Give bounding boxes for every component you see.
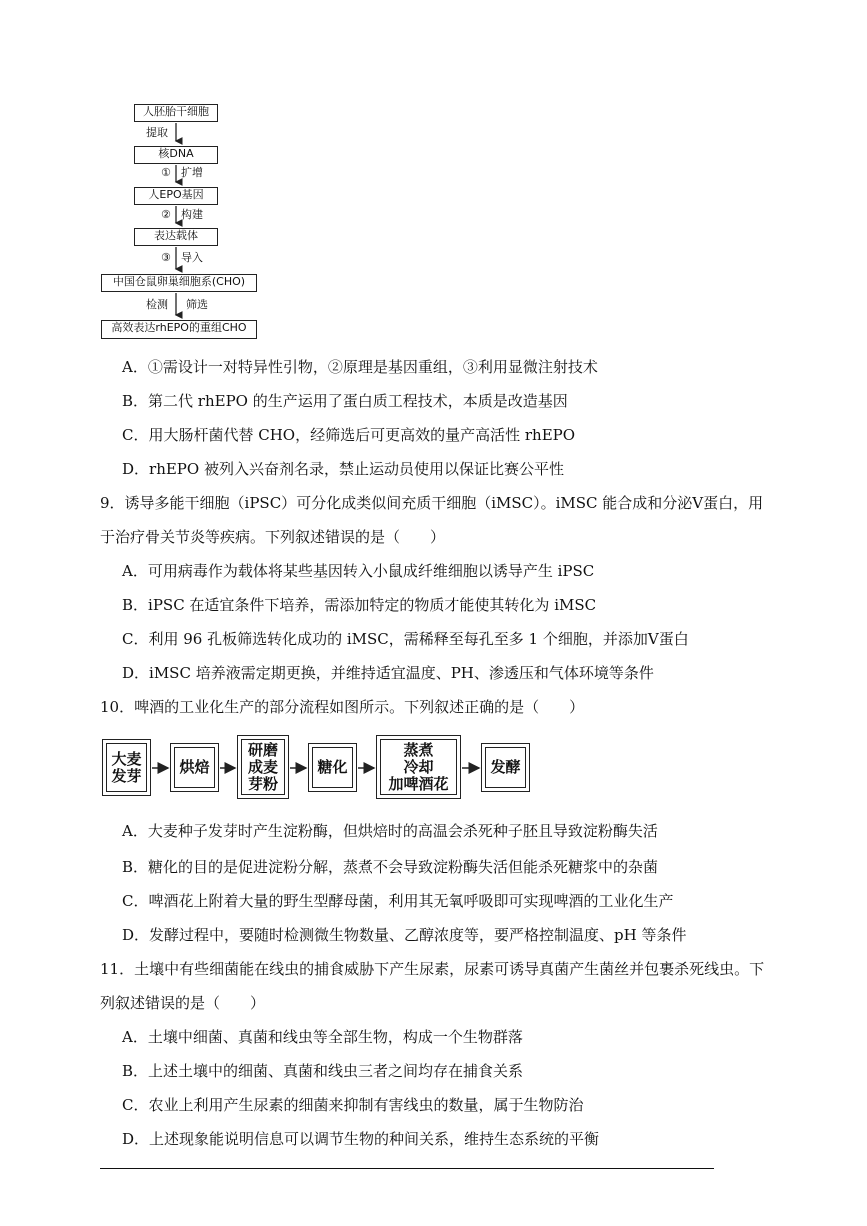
flow-label-step3: ③ <box>161 251 171 264</box>
q8-option-a: A．①需设计一对特异性引物，②原理是基因重组，③利用显微注射技术 <box>122 358 598 376</box>
q9-option-d: D．iMSC 培养液需定期更换，并维持适宜温度、PH、渗透压和气体环境等条件 <box>122 664 654 682</box>
flow-label-construct: 构建 <box>181 208 203 221</box>
flow-label-detect: 检测 <box>146 298 168 311</box>
flow-box-nuclear-dna: 核DNA <box>134 146 218 164</box>
q11-option-c: C．农业上利用产生尿素的细菌来抑制有害线虫的数量，属于生物防治 <box>122 1096 584 1114</box>
process-step-fermentation: 发酵 <box>481 743 530 792</box>
q8-option-d: D．rhEPO 被列入兴奋剂名录，禁止运动员使用以保证比赛公平性 <box>122 460 564 478</box>
q9-stem: 9．诱导多能干细胞（iPSC）可分化成类似间充质干细胞（iMSC）。iMSC 能合成和分泌Ⅴ蛋白，用 <box>100 494 764 512</box>
q11-option-d: D．上述现象能说明信息可以调节生物的种间关系，维持生态系统的平衡 <box>122 1130 600 1148</box>
q9-stem-cont: 于治疗骨关节炎等疾病。下列叙述错误的是（ ） <box>100 528 446 546</box>
process-step-milling: 研磨 成麦 芽粉 <box>237 735 289 799</box>
q9-option-c: C．利用 96 孔板筛选转化成功的 iMSC，需稀释至每孔至多 1 个细胞，并添加Ⅴ蛋白 <box>122 630 689 648</box>
flow-label-step1: ① <box>161 166 171 179</box>
flow-label-screen: 筛选 <box>186 298 208 311</box>
q8-option-b: B．第二代 rhEPO 的生产运用了蛋白质工程技术，本质是改造基因 <box>122 392 568 410</box>
flow-label-step2: ② <box>161 208 171 221</box>
q9-option-b: B．iPSC 在适宜条件下培养，需添加特定的物质才能使其转化为 iMSC <box>122 596 597 614</box>
flow-box-recombinant-cho: 高效表达rhEPO的重组CHO <box>101 320 257 339</box>
process-step-saccharification: 糖化 <box>308 743 357 792</box>
flow-box-expression-vector: 表达载体 <box>134 228 218 246</box>
process-step-roasting: 烘焙 <box>170 743 219 792</box>
q11-stem-cont: 列叙述错误的是（ ） <box>100 994 266 1012</box>
q10-option-b: B．糖化的目的是促进淀粉分解，蒸煮不会导致淀粉酶失活但能杀死糖浆中的杂菌 <box>122 858 659 876</box>
process-arrows <box>0 0 560 800</box>
flow-box-cho: 中国仓鼠卵巢细胞系(CHO) <box>101 274 257 292</box>
q8-option-c: C．用大肠杆菌代替 CHO，经筛选后可更高效的量产高活性 rhEPO <box>122 426 576 444</box>
process-step-boiling: 蒸煮 冷却 加啤酒花 <box>376 735 461 799</box>
q11-stem: 11．土壤中有些细菌能在线虫的捕食威胁下产生尿素，尿素可诱导真菌产生菌丝并包裹杀死线虫。下 <box>100 960 765 978</box>
flow-box-epo-gene: 人EPO基因 <box>134 187 218 205</box>
flow-label-extract: 提取 <box>146 126 168 139</box>
q11-option-b: B．上述土壤中的细菌、真菌和线虫三者之间均存在捕食关系 <box>122 1062 524 1080</box>
q10-option-d: D．发酵过程中，要随时检测微生物数量、乙醇浓度等，要严格控制温度、pH 等条件 <box>122 926 687 944</box>
flow-box-embryonic-stem-cell: 人胚胎干细胞 <box>134 104 218 122</box>
process-step-malting: 大麦 发芽 <box>102 739 151 796</box>
q11-option-a: A．土壤中细菌、真菌和线虫等全部生物，构成一个生物群落 <box>122 1028 523 1046</box>
q9-option-a: A．可用病毒作为载体将某些基因转入小鼠成纤维细胞以诱导产生 iPSC <box>122 562 595 580</box>
flow-label-introduce: 导入 <box>181 251 203 264</box>
footer-divider <box>100 1168 714 1169</box>
flow-label-amplify: 扩增 <box>181 166 203 179</box>
q10-stem: 10．啤酒的工业化生产的部分流程如图所示。下列叙述正确的是（ ） <box>100 698 585 716</box>
q10-option-c: C．啤酒花上附着大量的野生型酵母菌，利用其无氧呼吸即可实现啤酒的工业化生产 <box>122 892 674 910</box>
q10-option-a: A．大麦种子发芽时产生淀粉酶，但烘焙时的高温会杀死种子胚且导致淀粉酶失活 <box>122 822 658 840</box>
